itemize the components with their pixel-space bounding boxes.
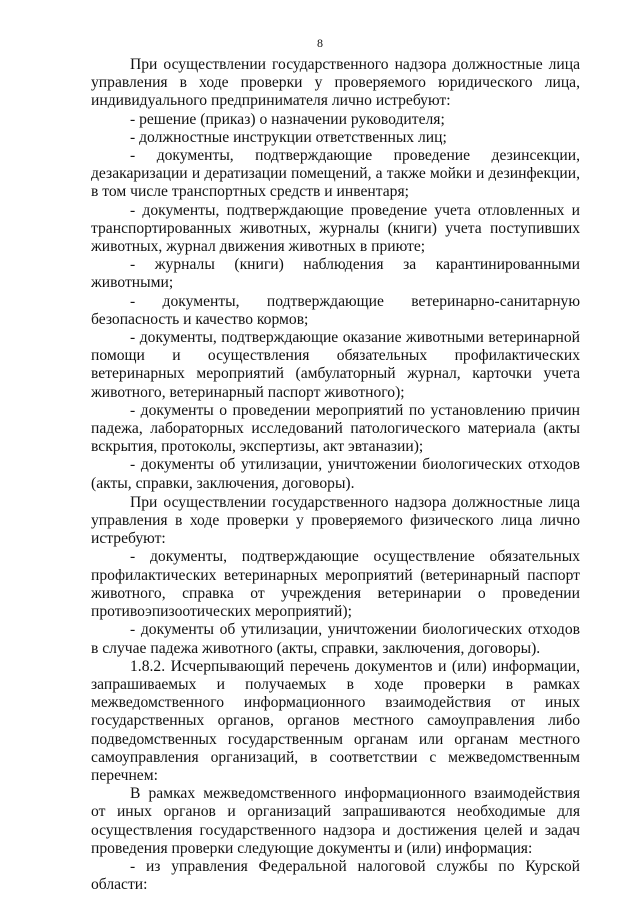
list-item-mortality-causes: - документы о проведении мероприятий по установлению причин падежа, лабораторных исследований патологического материала (акты вскрытия, протоколы, экспертизы, акт эвтаназии); [91,401,580,456]
list-item-order: - решение (приказ) о назначении руководителя; [130,110,445,128]
list-item-waste-disposal: - документы об утилизации, уничтожении биологических отходов (акты, справки, заключения, договоры). [91,456,580,492]
list-item-job-descriptions: - должностные инструкции ответственных лиц; [130,128,447,146]
list-item-individual-waste-disposal: - документы об утилизации, уничтожении биологических отходов в случае падежа животного (акты, справки, заключения, договоры). [91,621,580,657]
list-item-animal-registration: - документы, подтверждающие проведение учета отловленных и транспортированных животных, журналы (книги) учета поступивших животных, журнал движения животных в приюте; [91,201,580,256]
paragraph-interagency-intro: В рамках межведомственного информационного взаимодействия от иных органов и организаций запрашиваются необходимые для осуществления государственного надзора и достижения целей и задач проведения проверки следующие документы и (или) информация: [91,785,580,857]
page-number: 8 [317,36,323,50]
list-item-disinfection-docs: - документы, подтверждающие проведение дезинсекции, дезакаризации и дератизации помещений, а также мойки и дезинфекции, в том числе транспортных средств и инвентаря; [91,147,580,201]
list-item-quarantine-logs: - журналы (книги) наблюдения за карантинированными животными; [91,256,580,292]
list-item-tax-service: - из управления Федеральной налоговой службы по Курской области: [91,857,580,894]
list-item-vet-assistance: - документы, подтверждающие оказание животными ветеринарной помощи и осуществления обязательных профилактических ветеринарных мероприятий (амбулаторный журнал, карточки учета животного, ветеринарный паспорт животного); [91,329,580,401]
document-body [91,56,580,894]
section-1-8-2: 1.8.2. Исчерпывающий перечень документов и (или) информации, запрашиваемых и получаемых в ходе проверки в рамках межведомственного информационного взаимодействия от иных государственных органов, органов местного самоуправления либо подведомственных государственным органам или органам местного самоуправления организаций, в соответствии с межведомственным перечнем: [91,657,580,784]
list-item-feed-safety: - документы, подтверждающие ветеринарно-санитарную безопасность и качество кормов; [91,292,580,328]
list-item-preventive-measures: - документы, подтверждающие осуществление обязательных профилактических ветеринарных мероприятий (ветеринарный паспорт животного, справка от учреждения ветеринарии о проведении противоэпизоотических мероприятий); [91,548,580,621]
paragraph-legal-entity-intro: При осуществлении государственного надзора должностные лица управления в ходе проверки у проверяемого юридического лица, индивидуального предпринимателя лично истребуют: [91,56,580,110]
paragraph-individual-intro: При осуществлении государственного надзора должностные лица управления в ходе проверки у проверяемого физического лица лично истребуют: [91,493,580,548]
